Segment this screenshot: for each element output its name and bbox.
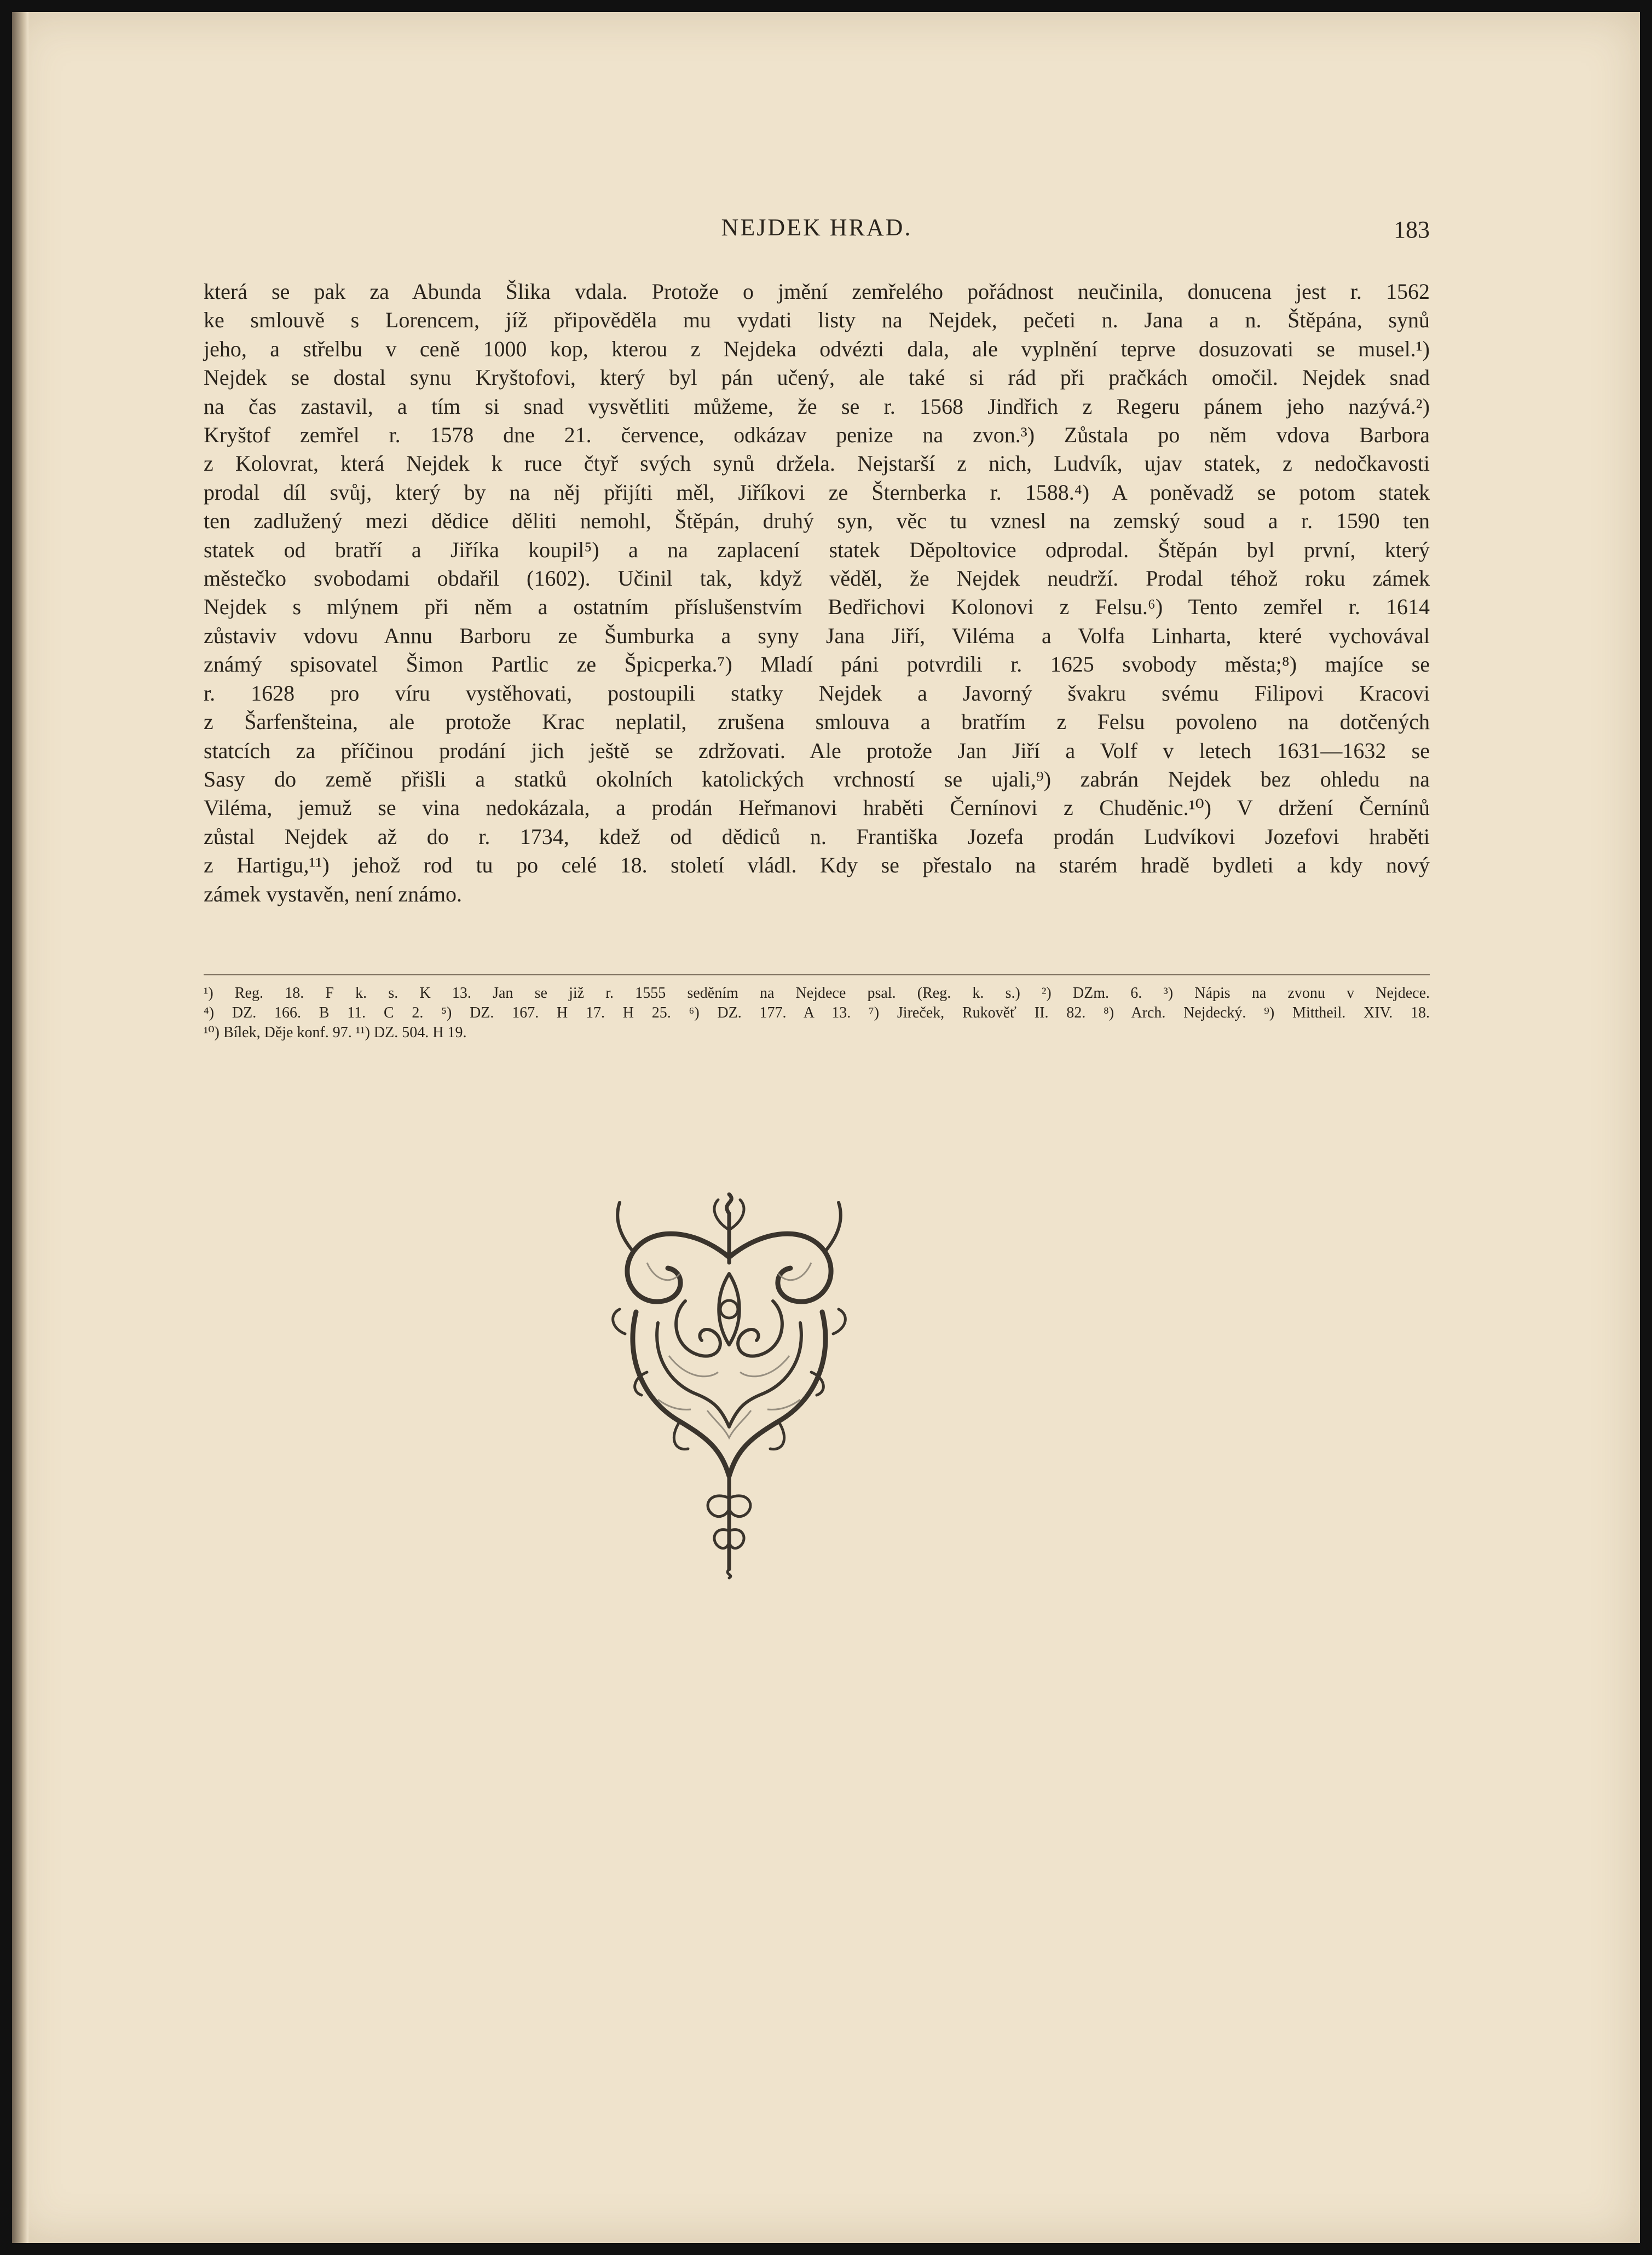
body-line: Kryštof zemřel r. 1578 dne 21. července, odkázav penize na zvon.³) Zůstala po něm vdova Barbora (204, 423, 1430, 448)
body-line: z Šarfenšteina, ale protože Krac neplatil, zrušena smlouva a bratřím z Felsu povoleno na dotčených (204, 709, 1430, 735)
body-line: ke smlouvě s Lorencem, jíž připověděla mu vydati listy na Nejdek, pečeti n. Jana a n. Štěpána, synů (204, 308, 1430, 333)
body-line: Viléma, jemuž se vina nedokázala, a prodán Heřmanovi hraběti Černínovi z Chuděnic.¹⁰) V držení Černínů (204, 795, 1430, 820)
body-line: statek od bratří a Jiříka koupil⁵) a na zaplacení statek Děpoltovice odprodal. Štěpán byl první, který (204, 537, 1430, 562)
body-line: městečko svobodami obdařil (1602). Učinil tak, když věděl, že Nejdek neudrží. Prodal téhož roku zámek (204, 566, 1430, 591)
body-line: zámek vystavěn, není známo. (204, 881, 463, 906)
body-line: známý spisovatel Šimon Partlic ze Špicperka.⁷) Mladí páni potvrdili r. 1625 svobody města;⁸) majíce se (204, 652, 1430, 677)
footnotes (204, 984, 1430, 1043)
body-line: Nejdek se dostal synu Kryštofovi, který byl pán učený, ale také si rád při pračkách omočil. Nejdek snad (204, 365, 1430, 390)
running-title: NEJDEK HRAD. (721, 214, 912, 241)
footnote-rule (204, 974, 1430, 975)
body-line: která se pak za Abunda Šlika vdala. Protože o jmění zemřelého pořádnost neučinila, donucena jest r. 1562 (204, 279, 1430, 304)
body-line: jeho, a střelbu v ceně 1000 kop, kterou z Nejdeka odvézti dala, ale vyplnění teprve dosuzovati se musel.¹) (204, 336, 1430, 361)
body-line: na čas zastavil, a tím si snad vysvětliti můžeme, že se r. 1568 Jindřich z Regeru pánem jeho nazývá.²) (204, 394, 1430, 419)
body-line: r. 1628 pro víru vystěhovati, postoupili statky Nejdek a Javorný švakru svému Filipovi Kracovi (204, 680, 1430, 706)
body-line: Nejdek s mlýnem při něm a ostatním příslušenstvím Bedřichovi Kolonovi z Felsu.⁶) Tento zemřel r. 1614 (204, 594, 1430, 620)
body-line: zůstaviv vdovu Annu Barboru ze Šumburka a syny Jana Jiří, Viléma a Volfa Linharta, které vychovával (204, 623, 1430, 648)
running-head (204, 213, 1430, 252)
body-line: Sasy do země přišli a statků okolních katolických vrchností se ujali,⁹) zabrán Nejdek bez ohledu na (204, 766, 1430, 791)
body-line: ten zadlužený mezi dědice děliti nemohl, Štěpán, druhý syn, věc tu vznesl na zemský soud a r. 1590 ten (204, 508, 1430, 534)
floral-vignette-ornament-icon (603, 1192, 855, 1580)
footnote-line: ¹) Reg. 18. F k. s. K 13. Jan se již r. 1555 seděním na Nejdece psal. (Reg. k. s.) ²) DZm. 6. ³) Nápis na zvonu v Nejdece. (204, 985, 1430, 1002)
body-line: statcích za příčinou prodání jich ještě se zdržovati. Ale protože Jan Jiří a Volf v letech 1631—1632 se (204, 738, 1430, 763)
body-line: zůstal Nejdek až do r. 1734, kdež od dědiců n. Františka Jozefa prodán Ludvíkovi Jozefovi hraběti (204, 824, 1430, 849)
page-number: 183 (1394, 216, 1430, 243)
book-page (12, 12, 1640, 2243)
footnote-line: ⁴) DZ. 166. B 11. C 2. ⁵) DZ. 167. H 17. H 25. ⁶) DZ. 177. A 13. ⁷) Jireček, Rukověť II. 82. ⁸) Arch. Nejdecký. ⁹) Mittheil. XIV. 18. (204, 1004, 1430, 1021)
page-gutter (12, 12, 28, 2243)
main-text (204, 277, 1430, 909)
body-line: prodal díl svůj, který by na něj přijíti měl, Jiříkovi ze Šternberka r. 1588.⁴) A poněvadž se potom statek (204, 479, 1430, 505)
body-line: z Kolovrat, která Nejdek k ruce čtyř svých synů držela. Nejstarší z nich, Ludvík, ujav statek, z nedočkavosti (204, 451, 1430, 476)
footnote-line: ¹⁰) Bílek, Děje konf. 97. ¹¹) DZ. 504. H 19. (204, 1024, 467, 1041)
body-line: z Hartigu,¹¹) jehož rod tu po celé 18. století vládl. Kdy se přestalo na starém hradě bydleti a kdy nový (204, 853, 1430, 878)
